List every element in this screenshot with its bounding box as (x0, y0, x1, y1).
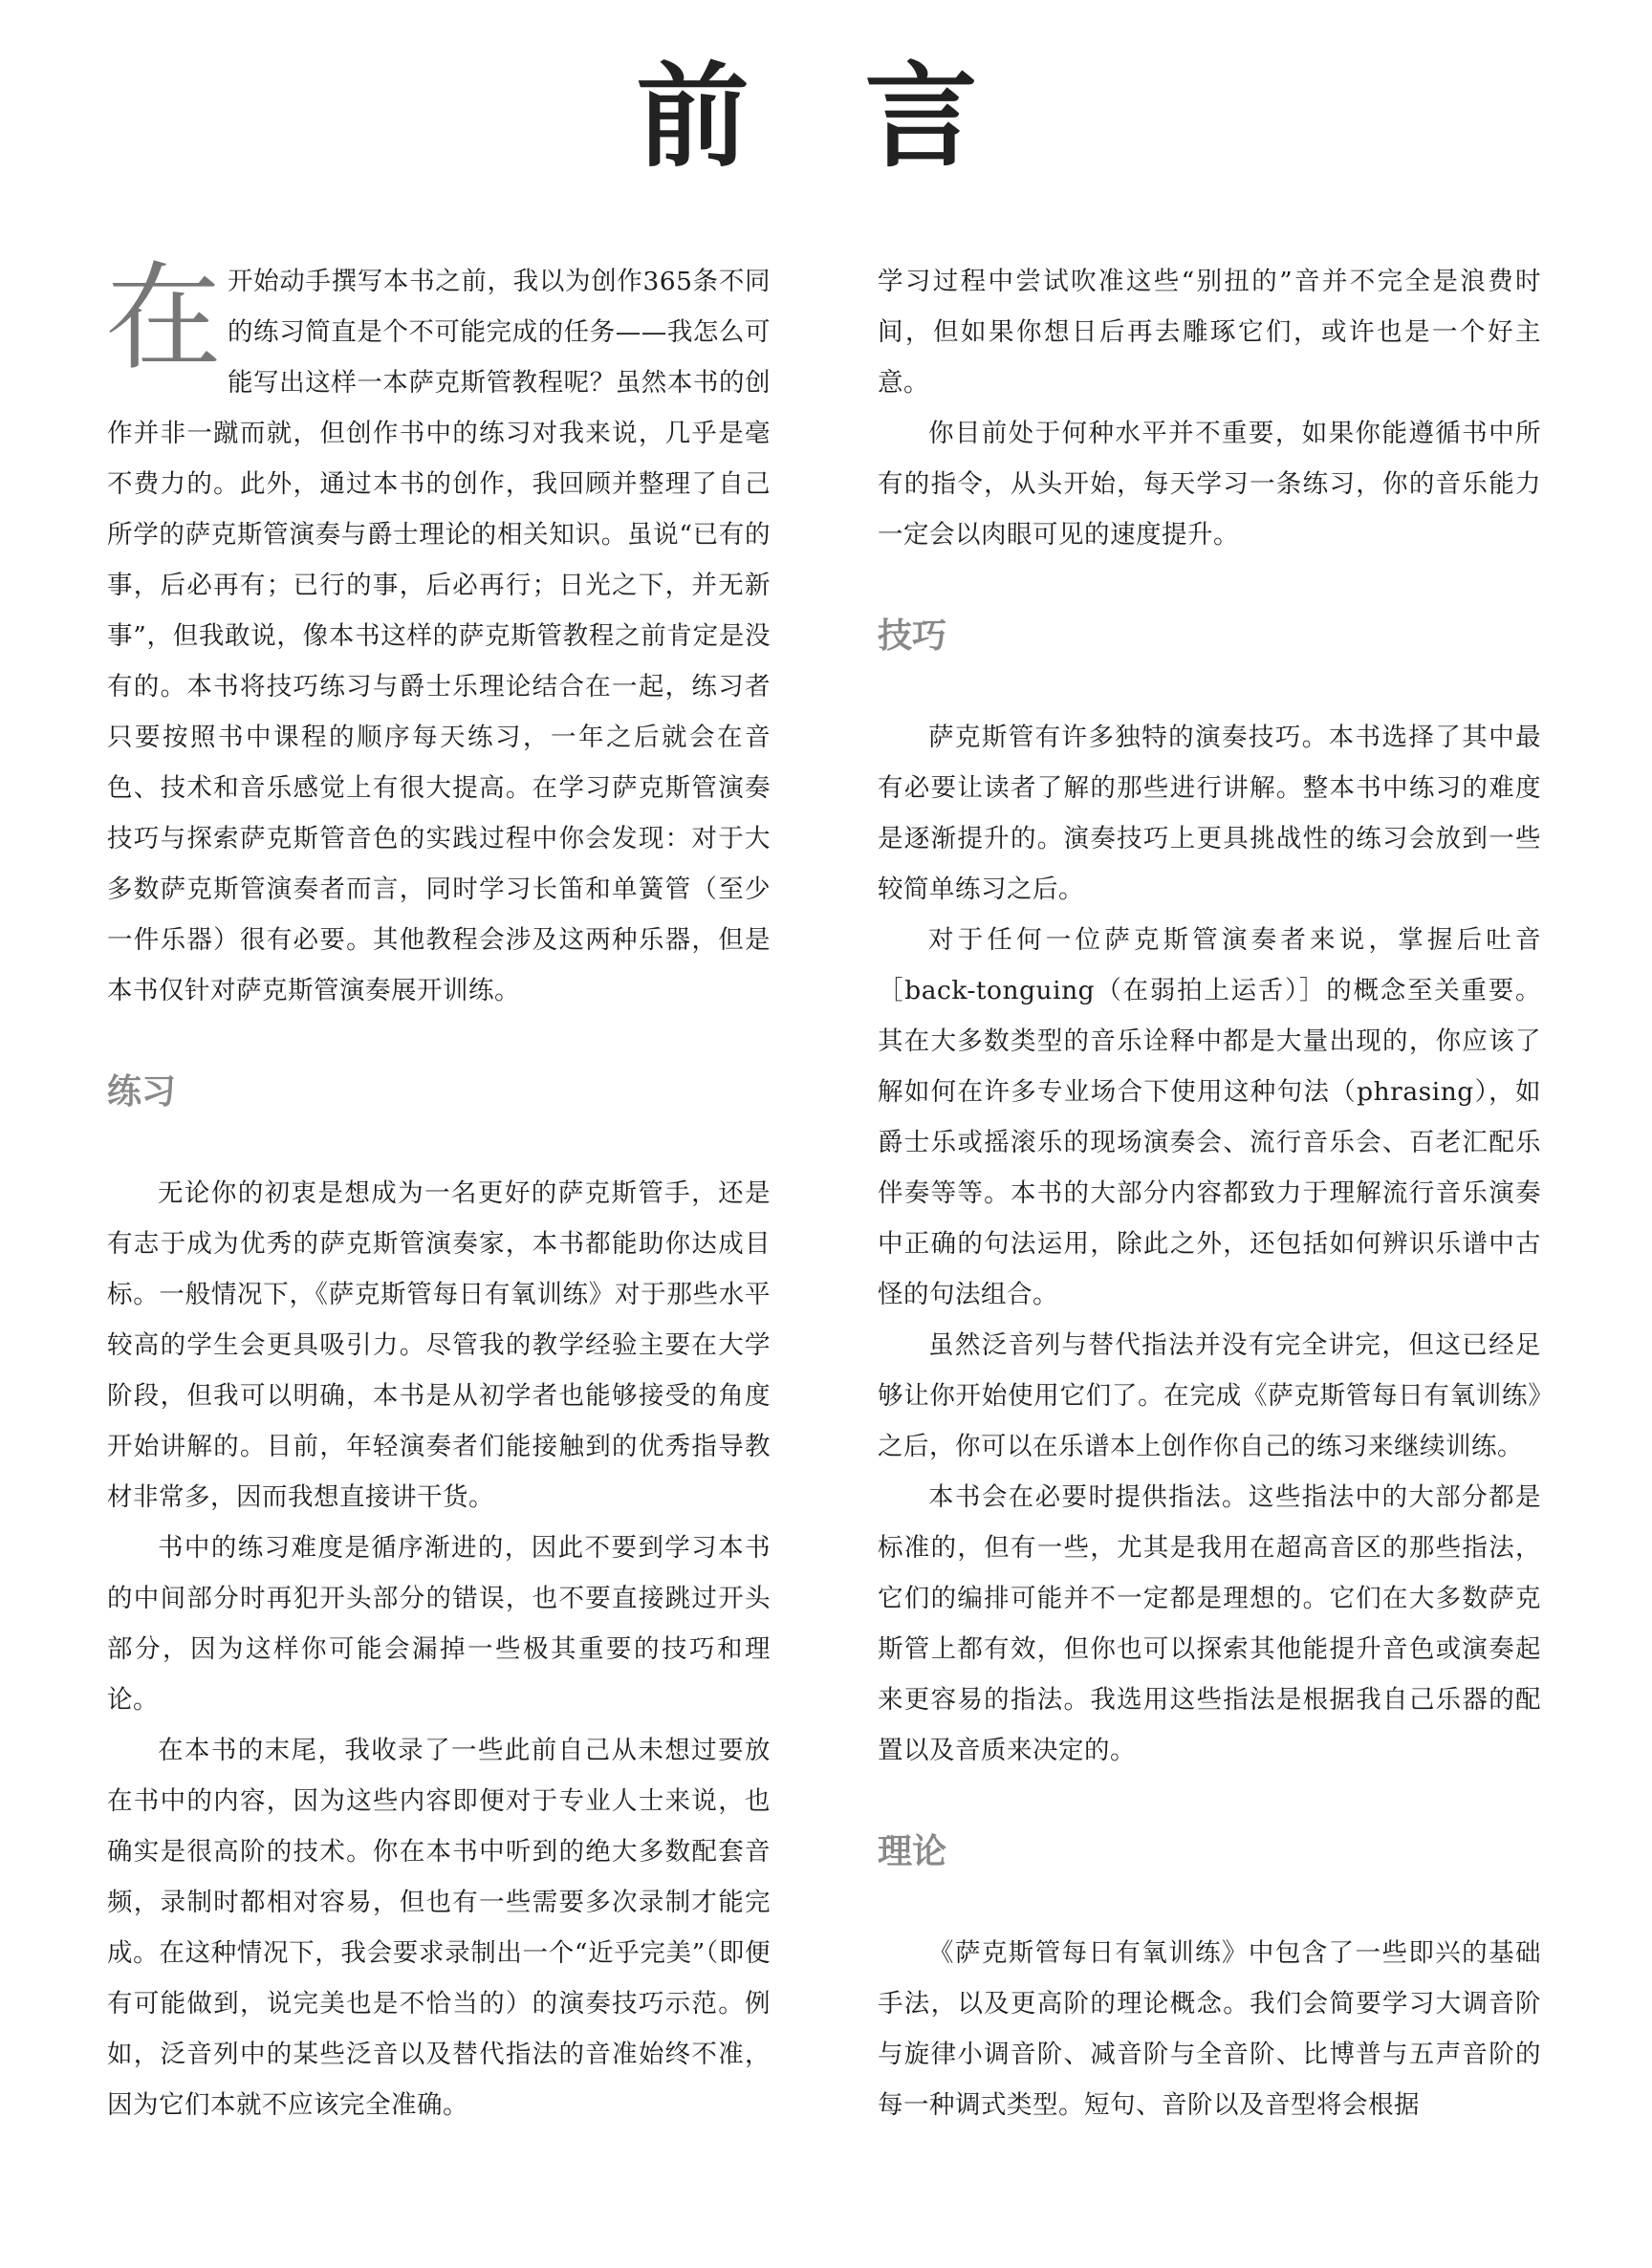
intro-paragraph (105, 250, 771, 1016)
right-column (878, 256, 1541, 2130)
page-title: 前 言 (636, 51, 1016, 183)
practice-paragraph-3: 在本书的末尾，我收录了一些此前自己从未想过要放在书中的内容，因为这些内容即便对于专业人士来说，也确实是很高阶的技术。你在本书中听到的绝大多数配套音频，录制时都相对容易，但也有一些需要多次录制才能完成。在这种情况下，我会要求录制出一个“近乎完美”（即便有可能做到，说完美也是不恰当的）的演奏技巧示范。例如，泛音列中的某些泛音以及替代指法的音准始终不准，因为它们本就不应该完全准确。 (107, 1736, 771, 2120)
practice-paragraph-1: 无论你的初衷是想成为一名更好的萨克斯管手，还是有志于成为优秀的萨克斯管演奏家，本书都能助你达成目标。一般情况下，《萨克斯管每日有氧训练》对于那些水平较高的学生会更具吸引力。尽管我的教学经验主要在大学阶段，但我可以明确，本书是从初学者也能够接受的角度开始讲解的。目前，年轻演奏者们能接触到的优秀指导教材非常多，因而我想直接讲干货。 (107, 1178, 771, 1512)
technique-paragraph-4: 本书会在必要时提供指法。这些指法中的大部分都是标准的，但有一些，尤其是我用在超高音区的那些指法，它们的编排可能并不一定都是理想的。它们在大多数萨克斯管上都有效，但你也可以探索其他能提升音色或演奏起来更容易的指法。我选用这些指法是根据我自己乐器的配置以及音质来决定的。 (878, 1482, 1541, 1765)
technique-paragraph-2: 对于任何一位萨克斯管演奏者来说，掌握后吐音［back-tonguing（在弱拍上运舌）］的概念至关重要。其在大多数类型的音乐诠释中都是大量出现的，你应该了解如何在许多专业场合下使用这种句法（phrasing），如爵士乐或摇滚乐的现场演奏会、流行音乐会、百老汇配乐伴奏等等。本书的大部分内容都致力于理解流行音乐演奏中正确的句法运用，除此之外，还包括如何辨识乐谱中古怪的句法组合。 (878, 925, 1541, 1309)
section-heading-theory: 理论 (878, 1832, 947, 1871)
left-column (105, 250, 771, 2130)
continuation-paragraph: 学习过程中尝试吹准这些“别扭的”音并不完全是浪费时间，但如果你想日后再去雕琢它们，或许也是一个好主意。 (878, 267, 1541, 398)
section-heading-practice: 练习 (107, 1072, 177, 1112)
theory-paragraph: 《萨克斯管每日有氧训练》中包含了一些即兴的基础手法，以及更高阶的理论概念。我们会简要学习大调音阶与旋律小调音阶、减音阶与全音阶、比博普与五声音阶的每一种调式类型。短句、音阶以及音型将会根据 (878, 1938, 1541, 2120)
drop-cap: 在 (105, 250, 223, 386)
intro-text: 开始动手撰写本书之前，我以为创作365条不同的练习简直是个不可能完成的任务——我怎么可能写出这样一本萨克斯管教程呢？虽然本书的创作并非一蹴而就，但创作书中的练习对我来说，几乎是毫不费力的。此外，通过本书的创作，我回顾并整理了自己所学的萨克斯管演奏与爵士理论的相关知识。虽说“已有的事，后必再有；已行的事，后必再行；日光之下，并无新事”，但我敢说，像本书这样的萨克斯管教程之前肯定是没有的。本书将技巧练习与爵士乐理论结合在一起，练习者只要按照书中课程的顺序每天练习，一年之后就会在音色、技术和音乐感觉上有很大提高。在学习萨克斯管演奏技巧与探索萨克斯管音色的实践过程中你会发现：对于大多数萨克斯管演奏者而言，同时学习长笛和单簧管（至少一件乐器）很有必要。其他教程会涉及这两种乐器，但是本书仅针对萨克斯管演奏展开训练。 (107, 267, 771, 1005)
practice-paragraph-2: 书中的练习难度是循序渐进的，因此不要到学习本书的中间部分时再犯开头部分的错误，也不要直接跳过开头部分，因为这样你可能会漏掉一些极其重要的技巧和理论。 (107, 1533, 771, 1715)
section-heading-technique: 技巧 (878, 616, 947, 656)
technique-paragraph-1: 萨克斯管有许多独特的演奏技巧。本书选择了其中最有必要让读者了解的那些进行讲解。整本书中练习的难度是逐渐提升的。演奏技巧上更具挑战性的练习会放到一些较简单练习之后。 (878, 723, 1541, 904)
level-paragraph: 你目前处于何种水平并不重要，如果你能遵循书中所有的指令，从头开始，每天学习一条练习，你的音乐能力一定会以肉眼可见的速度提升。 (878, 419, 1541, 550)
technique-paragraph-3: 虽然泛音列与替代指法并没有完全讲完，但这已经足够让你开始使用它们了。在完成《萨克斯管每日有氧训练》之后，你可以在乐谱本上创作你自己的练习来继续训练。 (878, 1330, 1541, 1461)
